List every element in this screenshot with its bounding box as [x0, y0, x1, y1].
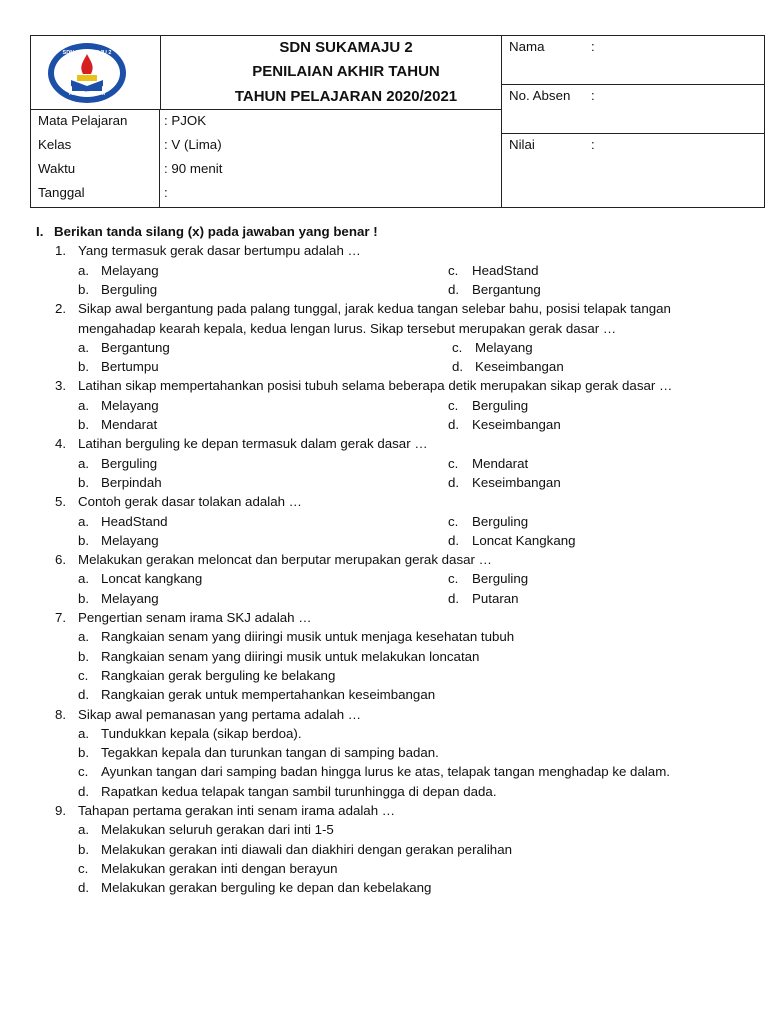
field-label: No. Absen: [509, 88, 571, 103]
option-letter: c.: [448, 262, 459, 278]
option-text[interactable]: Melayang: [475, 339, 533, 355]
option-letter: d.: [78, 687, 90, 703]
option-letter: a.: [78, 397, 90, 413]
option-text[interactable]: Keseimbangan: [472, 474, 561, 490]
option-letter: a.: [78, 513, 90, 529]
question-text: Melakukan gerakan meloncat dan berputar merupakan gerak dasar …: [78, 552, 492, 568]
info-value: : PJOK: [164, 113, 207, 128]
question-number: 1.: [55, 243, 67, 259]
school-year: TAHUN PELAJARAN 2020/2021: [234, 87, 458, 105]
option-letter: b.: [78, 841, 90, 857]
option-text[interactable]: Keseimbangan: [475, 359, 564, 375]
exam-title-block: [161, 36, 531, 109]
option-text[interactable]: Rangkaian senam yang diiringi musik untuk menjaga kesehatan tubuh: [101, 629, 515, 645]
option-text[interactable]: Tundukkan kepala (sikap berdoa).: [101, 725, 302, 741]
school-name: SDN SUKAMAJU 2: [279, 39, 413, 56]
option-text[interactable]: Berguling: [101, 455, 158, 471]
option-text[interactable]: Melakukan gerakan inti dengan berayun: [101, 860, 338, 876]
school-logo: [47, 42, 127, 104]
section-title: Berikan tanda silang (x) pada jawaban yang benar !: [54, 224, 378, 239]
option-letter: d.: [448, 474, 460, 490]
option-text[interactable]: Melakukan gerakan inti diawali dan diakhiri dengan gerakan peralihan: [101, 841, 512, 857]
question-text: Latihan sikap mempertahankan posisi tubuh selama beberapa detik merupakan sikap gerak dasar …: [78, 378, 673, 394]
option-letter: b.: [78, 474, 90, 490]
option-text[interactable]: Putaran: [472, 590, 519, 606]
option-text[interactable]: Berguling: [472, 397, 529, 413]
option-letter: b.: [78, 648, 90, 664]
question-number: 6.: [55, 552, 67, 568]
option-text[interactable]: Melayang: [101, 262, 159, 278]
option-letter: c.: [448, 455, 459, 471]
section-number: I.: [36, 224, 44, 239]
info-label: Mata Pelajaran: [38, 113, 128, 128]
option-letter: c.: [448, 397, 459, 413]
option-letter: a.: [78, 339, 90, 355]
option-letter: d.: [448, 417, 460, 432]
option-letter: a.: [78, 455, 90, 471]
question-text: Pengertian senam irama SKJ adalah …: [78, 610, 312, 625]
option-letter: b.: [78, 359, 90, 375]
option-letter: b.: [78, 281, 90, 297]
option-text[interactable]: Berguling: [472, 571, 529, 587]
option-text[interactable]: Mendarat: [101, 417, 158, 432]
option-letter: d.: [448, 532, 460, 548]
option-letter: d.: [448, 281, 460, 297]
option-letter: c.: [448, 513, 459, 529]
question-text: mengahadap kearah kepala, kedua lengan lurus. Sikap tersebut merupakan gerak dasar …: [78, 320, 617, 336]
exam-name: PENILAIAN AKHIR TAHUN: [252, 63, 440, 81]
option-letter: a.: [78, 262, 90, 278]
option-letter: b.: [78, 532, 90, 548]
field-colon: :: [591, 137, 595, 152]
school-logo-cell: [31, 36, 161, 109]
option-text[interactable]: Berguling: [101, 281, 158, 297]
logo-top-text: SDN SUKAMAJU 2: [62, 50, 112, 56]
option-text[interactable]: Mendarat: [472, 455, 529, 471]
question-number: 2.: [55, 301, 67, 317]
logo-bottom-text: KOTA CIMAHI: [68, 91, 106, 97]
option-text[interactable]: Ayunkan tangan dari samping badan hingga lurus ke atas, telapak tangan menghadap ke dalam.: [101, 764, 670, 780]
option-text[interactable]: Rangkaian gerak untuk mempertahankan keseimbangan: [101, 687, 436, 703]
option-text[interactable]: Rangkaian senam yang diiringi musik untuk melakukan loncatan: [101, 648, 480, 664]
option-text[interactable]: Melayang: [101, 532, 159, 548]
option-letter: a.: [78, 629, 90, 645]
option-text[interactable]: Berguling: [472, 513, 529, 529]
question-number: 4.: [55, 436, 67, 452]
option-text[interactable]: Loncat Kangkang: [472, 532, 576, 548]
option-text[interactable]: Bertumpu: [101, 359, 159, 375]
option-text[interactable]: Berpindah: [101, 474, 162, 490]
question-number: 7.: [55, 610, 67, 625]
question-number: 8.: [55, 706, 67, 722]
option-text[interactable]: HeadStand: [472, 262, 539, 278]
option-letter: c.: [448, 571, 459, 587]
question-number: 5.: [55, 494, 67, 510]
option-letter: a.: [78, 822, 90, 838]
field-colon: :: [591, 88, 595, 103]
info-row-date: [31, 182, 501, 206]
option-text[interactable]: HeadStand: [101, 513, 168, 529]
option-text[interactable]: Rangkaian gerak berguling ke belakang: [101, 667, 336, 683]
info-value: : V (Lima): [164, 137, 222, 152]
option-letter: d.: [78, 783, 90, 799]
question-number: 9.: [55, 803, 67, 818]
info-value: :: [164, 185, 168, 200]
info-value: : 90 menit: [164, 161, 223, 176]
info-row-subject: [31, 110, 501, 134]
info-label: Kelas: [38, 137, 72, 152]
field-label: Nilai: [509, 137, 535, 152]
exam-header: [30, 35, 765, 208]
option-letter: a.: [78, 571, 90, 587]
field-label: Nama: [509, 39, 545, 54]
option-text[interactable]: Rapatkan kedua telapak tangan sambil turunhingga di depan dada.: [101, 783, 497, 799]
question-text: Sikap awal bergantung pada palang tunggal, jarak kedua tangan selebar bahu, posisi telapak tangan: [78, 301, 671, 317]
option-text[interactable]: Bergantung: [472, 281, 541, 297]
option-letter: c.: [78, 667, 89, 683]
option-letter: c.: [78, 860, 89, 876]
option-letter: d.: [78, 880, 90, 896]
option-letter: a.: [78, 725, 90, 741]
option-letter: c.: [452, 339, 463, 355]
option-letter: c.: [78, 764, 89, 780]
option-text[interactable]: Tegakkan kepala dan turunkan tangan di samping badan.: [101, 745, 439, 761]
question-text: Tahapan pertama gerakan inti senam irama adalah …: [78, 803, 396, 818]
option-letter: b.: [78, 417, 90, 432]
option-letter: d.: [452, 359, 464, 375]
question-text: Contoh gerak dasar tolakan adalah …: [78, 494, 302, 510]
option-text[interactable]: Melayang: [101, 397, 159, 413]
info-row-time: [31, 158, 501, 182]
question-text: Yang termasuk gerak dasar bertumpu adalah …: [78, 243, 361, 259]
option-letter: d.: [448, 590, 460, 606]
question-text: Sikap awal pemanasan yang pertama adalah …: [78, 706, 362, 722]
question-number: 3.: [55, 378, 67, 394]
option-text[interactable]: Loncat kangkang: [101, 571, 203, 587]
info-label: Tanggal: [38, 185, 85, 200]
option-text[interactable]: Bergantung: [101, 339, 170, 355]
option-text[interactable]: Melakukan gerakan berguling ke depan dan kebelakang: [101, 880, 432, 896]
option-letter: b.: [78, 590, 90, 606]
option-letter: b.: [78, 745, 90, 761]
info-label: Waktu: [38, 161, 76, 176]
field-colon: :: [591, 39, 595, 54]
question-text: Latihan berguling ke depan termasuk dalam gerak dasar …: [78, 436, 428, 452]
option-text[interactable]: Melakukan seluruh gerakan dari inti 1-5: [101, 822, 334, 838]
option-text[interactable]: Melayang: [101, 590, 159, 606]
info-row-class: [31, 134, 501, 158]
option-text[interactable]: Keseimbangan: [472, 417, 561, 432]
